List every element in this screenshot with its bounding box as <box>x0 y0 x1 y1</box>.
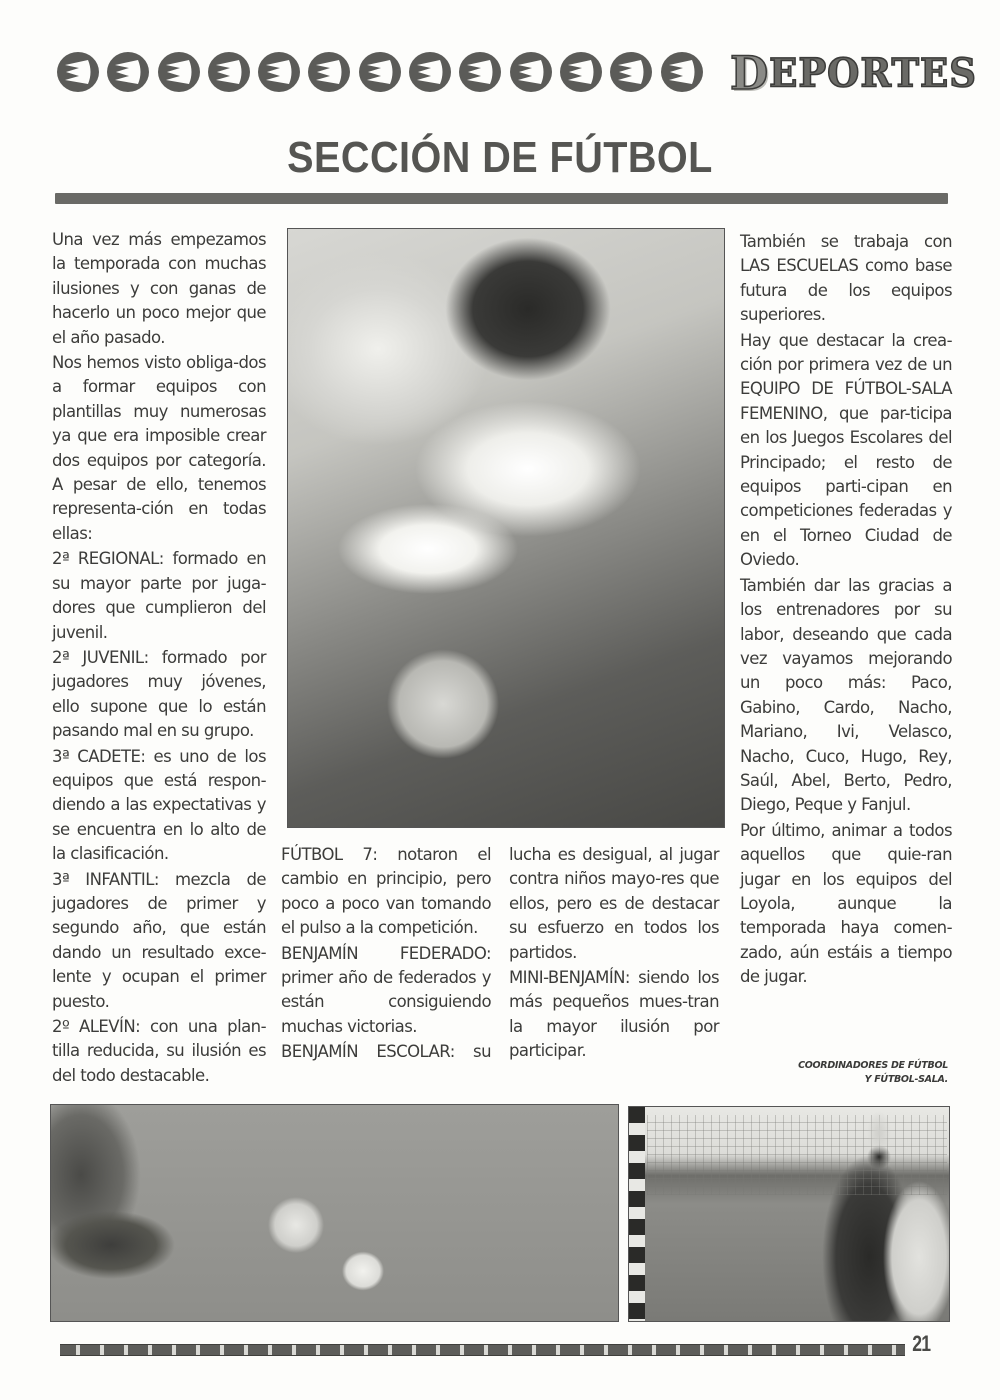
article-signature <box>760 1059 948 1087</box>
goalkeeper-figure <box>861 1111 897 1195</box>
paragraph: 2ª REGIONAL: formado en su mayor parte por juga-dores que cumplieron del juvenil. <box>52 549 266 642</box>
footer-decorative-bar <box>60 1344 905 1356</box>
page-number: 21 <box>912 1331 931 1356</box>
page-title: SECCIÓN DE FÚTBOL <box>287 133 713 182</box>
ball-icon <box>258 52 300 92</box>
ball-icon <box>510 52 552 92</box>
ball-icon <box>208 52 250 92</box>
paragraph: Una vez más empezamos la temporada con muchas ilusiones y con ganas de hacerlo un poco mejor que el año pasado. <box>52 230 266 347</box>
paragraph: Nos hemos visto obliga-dos a formar equipos con plantillas muy numerosas ya que era imposible crear dos equipos por categoría. A pesar de ello, tenemos representa-ción en todas ellas: <box>52 353 266 543</box>
paragraph: Por último, animar a todos aquellos que quie-ran jugar en los equipos del Loyola, aunque la temporada haya comen-zado, aún estáis a tiempo de jugar. <box>740 820 952 987</box>
ball-icon <box>107 52 149 92</box>
bottom-left-photo-kick <box>50 1104 619 1322</box>
ball-icon <box>359 52 401 92</box>
paragraph: También se trabaja con LAS ESCUELAS como base futura de los equipos superiores. <box>740 232 952 325</box>
paragraph: Hay que destacar la crea-ción por primera vez de un EQUIPO DE FÚTBOL-SALA FEMENINO, que par-ticipa en los Juegos Escolares del Principado; el resto de equipos parti-cipan en competiciones federadas y en el Torneo Ciudad de Oviedo. <box>740 330 952 570</box>
paragraph: 2º ALEVÍN: con una plan-tilla reducida, su ilusión es del todo destacable. <box>52 1017 266 1085</box>
signature-line-2: Y FÚTBOL-SALA. <box>864 1074 948 1085</box>
main-photo-football-action <box>287 228 725 828</box>
ball-icon <box>158 52 200 92</box>
bottom-right-photo-goalkeeper <box>628 1106 950 1322</box>
ball-icon <box>610 52 652 92</box>
section-logo-initial: D <box>730 46 770 100</box>
article-column-2 <box>281 843 491 1066</box>
goal-net <box>647 1115 947 1195</box>
header-icon-row <box>57 52 703 94</box>
section-logo-rest: EPORTES <box>769 49 977 97</box>
paragraph: 3ª CADETE: es uno de los equipos que está respon-diendo a las expectativas y se encuentra en lo alto de la clasificación. <box>52 746 266 864</box>
ball-icon <box>661 52 703 92</box>
ball-icon <box>57 52 99 92</box>
ball-icon <box>409 52 451 92</box>
paragraph: lucha es desigual, al jugar contra niños mayo-res que ellos, pero es de destacar su esfuerzo en todos los partidos. <box>509 845 719 962</box>
article-column-1 <box>52 228 266 1089</box>
paragraph: FÚTBOL 7: notaron el cambio en principio, pero poco a poco van tomando el pulso a la competición. <box>281 845 491 938</box>
paragraph: MINI-BENJAMÍN: siendo los más pequeños mues-tran la mayor ilusión por participar. <box>509 968 719 1061</box>
article-column-4 <box>740 230 952 991</box>
article-column-3 <box>509 843 719 1065</box>
paragraph: BENJAMÍN ESCOLAR: su <box>281 1042 491 1062</box>
striped-sock <box>629 1107 645 1321</box>
section-logo-deportes <box>730 47 977 100</box>
paragraph: 3ª INFANTIL: mezcla de jugadores de primer y segundo año, que están dando un resultado exce-lente y ocupan el primer puesto. <box>52 869 266 1011</box>
paragraph: 2ª JUVENIL: formado por jugadores muy jóvenes, ello supone que lo están pasando mal en su grupo. <box>52 647 266 741</box>
paragraph: También dar las gracias a los entrenadores por su labor, deseando que cada vez vayamos mejorando un poco más: Paco, Gabino, Cardo, Nacho, Mariano, Ivi, Velasco, Nacho, Cuco, Hugo, Rey, Saúl, Abel, Berto, Pedro, Diego, Peque y Fanjul. <box>740 575 952 815</box>
ball-icon <box>560 52 602 92</box>
signature-line-1: COORDINADORES DE FÚTBOL <box>798 1060 948 1071</box>
title-divider <box>55 193 948 204</box>
ball-icon <box>459 52 501 92</box>
ball-icon <box>308 52 350 92</box>
paragraph: BENJAMÍN FEDERADO: primer año de federados y están consiguiendo muchas victorias. <box>281 943 491 1036</box>
